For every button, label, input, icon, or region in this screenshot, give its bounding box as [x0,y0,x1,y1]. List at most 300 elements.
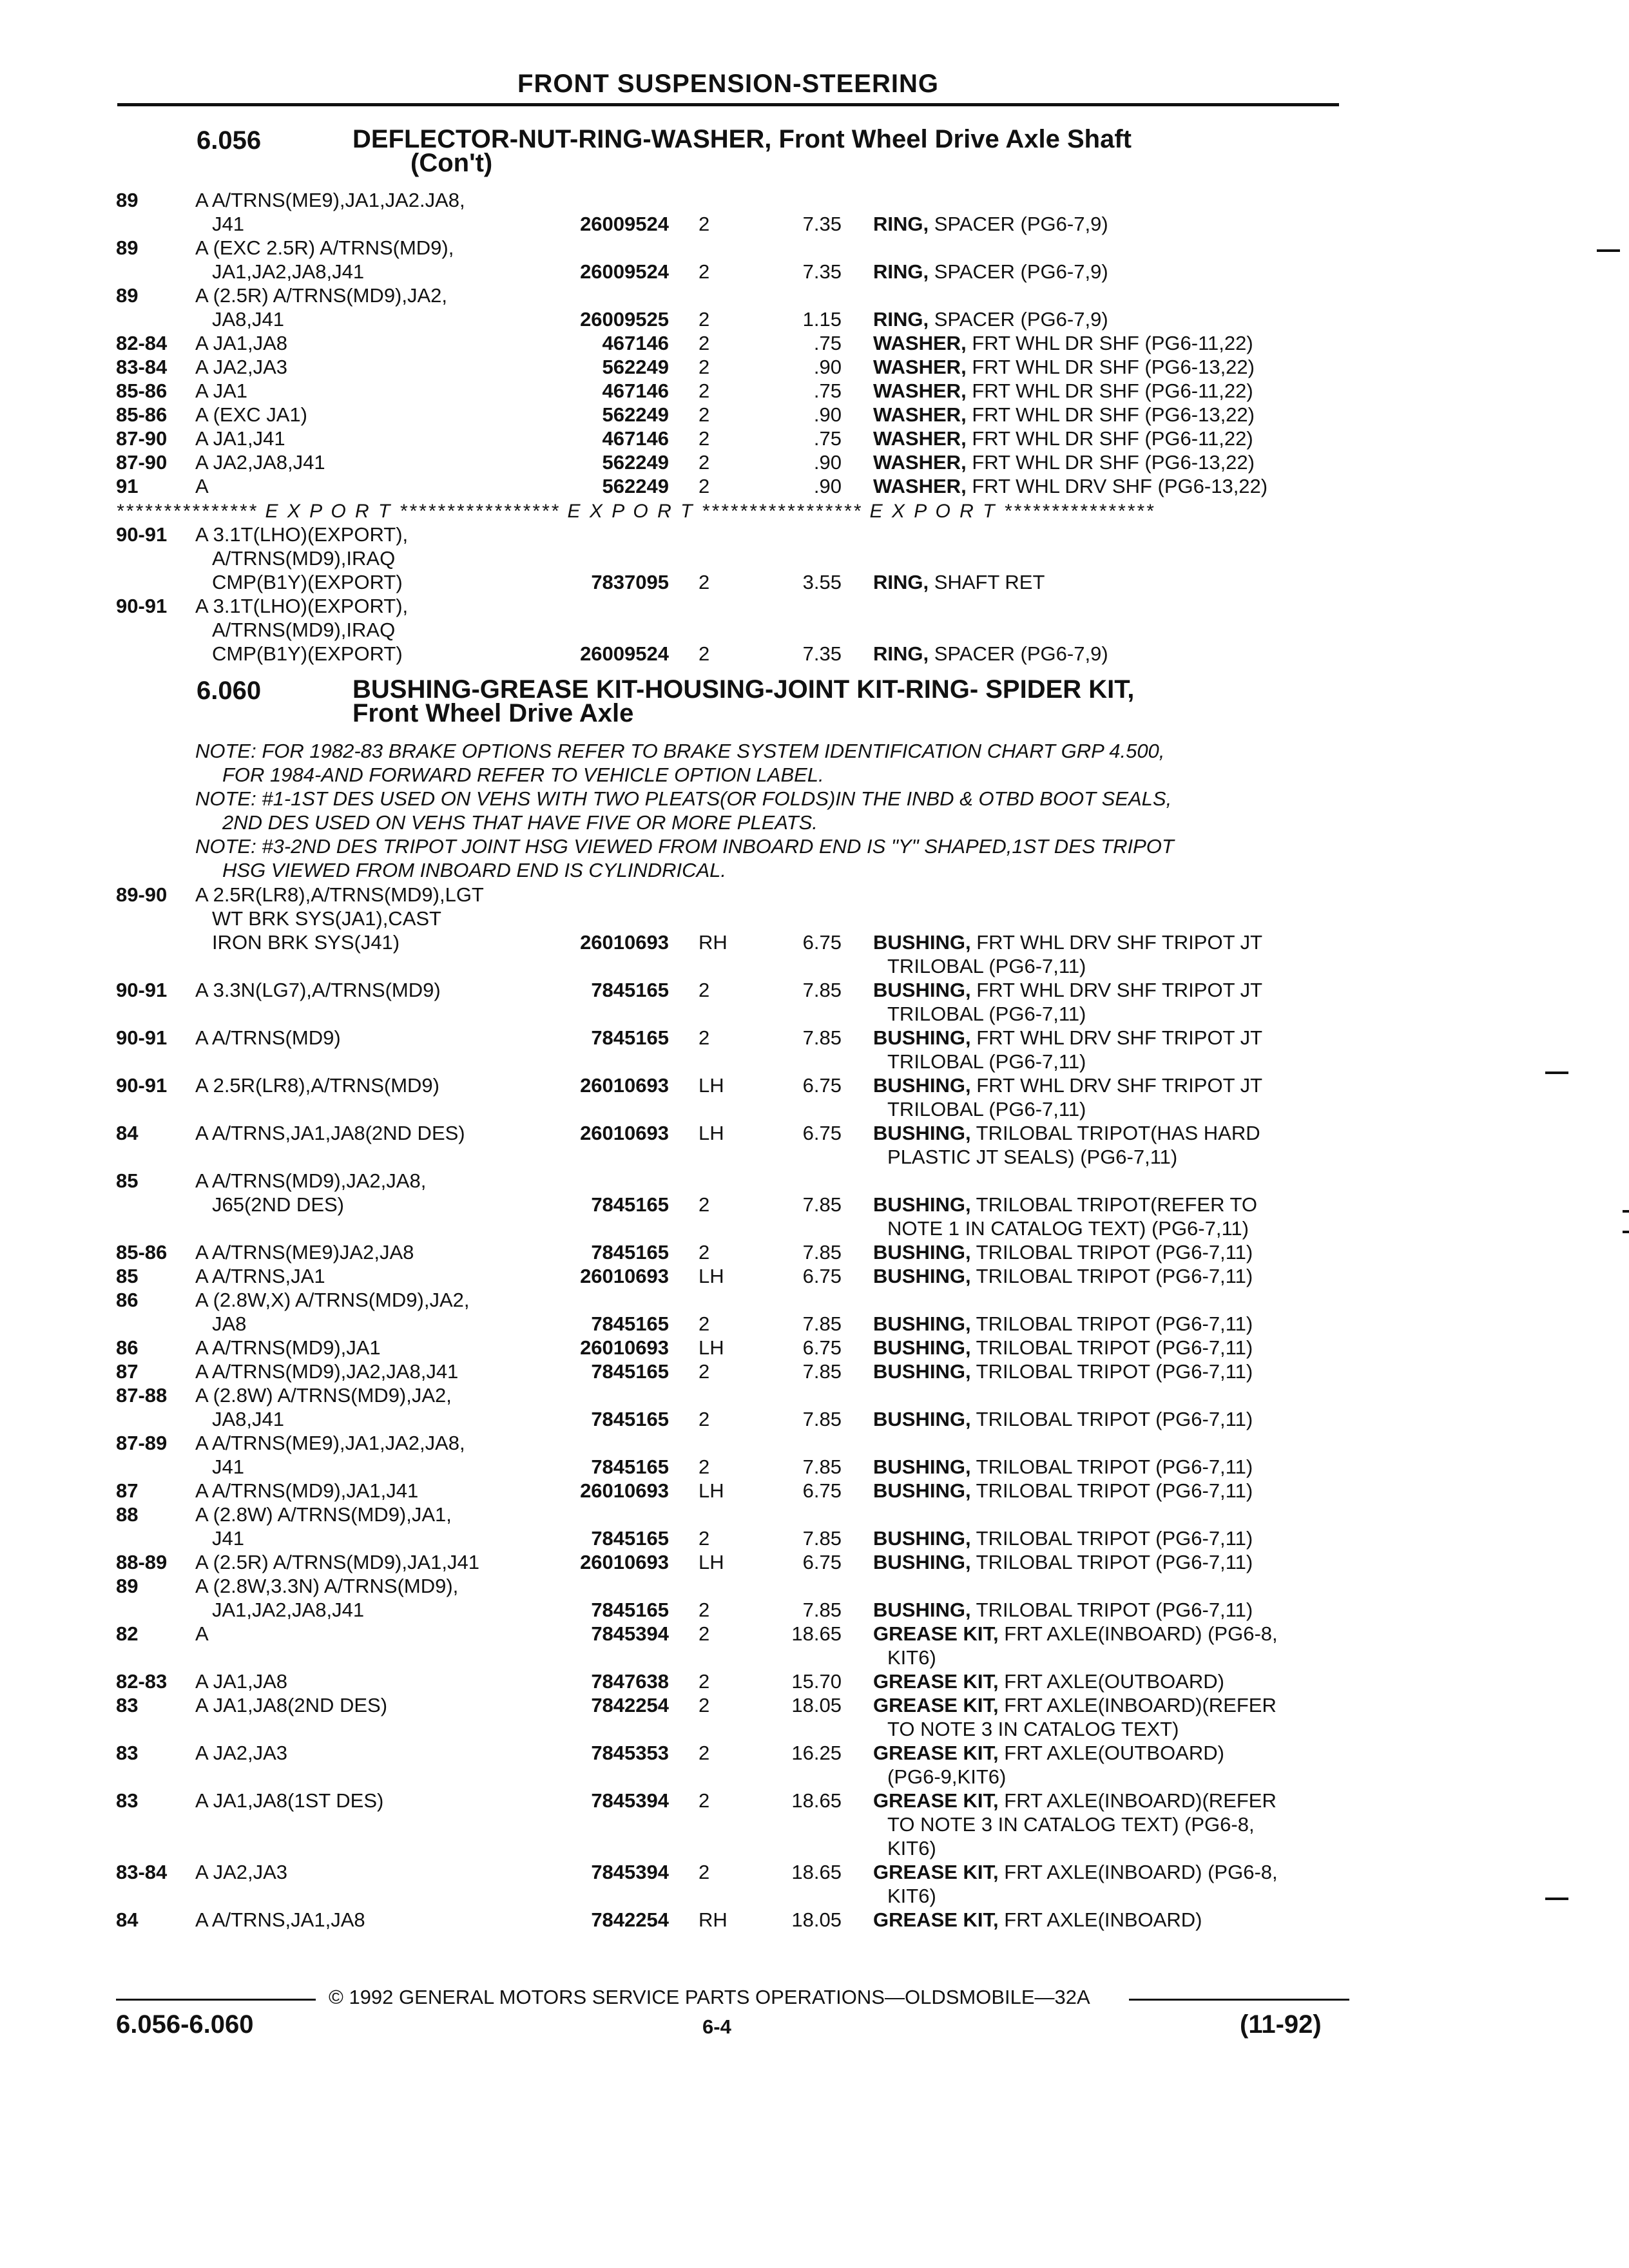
usage-line: A A/TRNS(MD9),JA1 [195,1336,381,1359]
price: 15.70 [791,1670,842,1693]
table-row [0,1121,1629,1169]
model-years: 87 [116,1360,139,1383]
description-keyword: BUSHING, [873,931,971,954]
description [873,379,1253,403]
model-years: 84 [116,1908,139,1931]
price: .90 [813,403,842,426]
price: 18.65 [791,1861,842,1883]
quantity: 2 [699,571,710,593]
description-keyword: BUSHING, [873,1193,971,1216]
usage-line: A/TRNS(MD9),IRAQ [212,547,396,570]
usage-line: A JA1,JA8 [195,1670,288,1693]
description-line [873,1526,1253,1550]
quantity: 2 [699,1599,710,1621]
footer-page-number: 6-4 [702,2015,731,2038]
description-text: TRILOBAL TRIPOT(HAS HARD [976,1122,1260,1144]
price: 7.85 [802,1241,842,1264]
note-line: FOR 1984-AND FORWARD REFER TO VEHICLE OPTION LABEL. [222,764,824,786]
description-text: FRT WHL DR SHF (PG6-13,22) [972,451,1255,474]
table-row [0,978,1629,1026]
table-row [0,1503,1629,1550]
quantity: 2 [699,1408,710,1430]
quantity: 2 [699,356,710,378]
usage-line: A A/TRNS(ME9)JA2,JA8 [195,1241,414,1264]
usage-line: A 3.1T(LHO)(EXPORT), [195,523,409,546]
quantity: RH [699,1908,728,1931]
description-line [873,1336,1253,1360]
part-number: 562249 [602,451,669,474]
description-text: FRT WHL DR SHF (PG6-11,22) [972,332,1253,354]
part-number: 7845165 [591,1527,669,1550]
description-text: FRT WHL DR SHF (PG6-11,22) [972,427,1253,450]
quantity: 2 [699,1193,710,1216]
description-keyword: GREASE KIT, [873,1789,999,1812]
part-number: 7847638 [591,1670,669,1693]
usage-line: A A/TRNS(MD9),JA2,JA8,J41 [195,1360,459,1383]
usage-text [195,1073,439,1097]
description [873,331,1253,355]
quantity: 2 [699,380,710,402]
quantity: 2 [699,1622,710,1645]
description-line: NOTE 1 IN CATALOG TEXT) (PG6-7,11) [887,1217,1249,1240]
description-line [873,1479,1253,1503]
description-keyword: RING, [873,571,929,593]
usage-text [195,284,447,331]
description-line [873,1121,1260,1145]
quantity: 2 [699,451,710,474]
section-title [352,675,1351,727]
usage-line: A A/TRNS,JA1 [195,1265,325,1287]
description [873,1550,1253,1574]
description-text: FRT WHL DRV SHF TRIPOT JT [976,931,1263,954]
note-line: NOTE: #3-2ND DES TRIPOT JOINT HSG VIEWED FROM INBOARD END IS "Y" SHAPED,1ST DES TRIPOT [195,835,1174,858]
part-number: 7845165 [591,1026,669,1049]
description-text: TRILOBAL TRIPOT(REFER TO [976,1193,1258,1216]
description [873,1026,1262,1073]
price: 6.75 [802,1122,842,1144]
description-text: TRILOBAL TRIPOT (PG6-7,11) [976,1408,1253,1430]
model-years: 87-90 [116,451,168,474]
description-text: FRT WHL DR SHF (PG6-11,22) [972,380,1253,402]
description-text: TRILOBAL TRIPOT (PG6-7,11) [976,1551,1253,1573]
usage-text [195,1121,465,1145]
description-keyword: BUSHING, [873,1599,971,1621]
description [873,260,1108,284]
usage-text [195,1622,209,1646]
model-years: 83 [116,1694,139,1716]
price: 1.15 [802,308,842,331]
model-years: 89-90 [116,883,168,906]
usage-line: A JA2,JA3 [195,1742,288,1764]
description-line: TO NOTE 3 IN CATALOG TEXT) (PG6-8, [887,1813,1255,1836]
description-keyword: BUSHING, [873,1265,971,1287]
description-line: TO NOTE 3 IN CATALOG TEXT) [887,1718,1179,1740]
section-number: 6.060 [197,677,262,705]
description-keyword: GREASE KIT, [873,1694,999,1716]
model-years: 89 [116,236,139,259]
usage-text [195,236,454,284]
section-number: 6.056 [197,126,262,155]
usage-text [195,427,285,450]
usage-line: A/TRNS(MD9),IRAQ [212,619,396,641]
section-title-line2: (Con't) [410,149,493,177]
quantity: 2 [699,1670,710,1693]
part-number: 7837095 [591,571,669,593]
table-row [0,331,1629,355]
description-line [873,403,1255,427]
table-row [0,1360,1629,1383]
quantity: 2 [699,1789,710,1812]
table-row [0,1383,1629,1431]
usage-line: A JA1 [195,380,247,402]
description [873,1360,1253,1383]
usage-line: J41 [212,1527,244,1550]
table-row [0,523,1629,594]
description [873,1073,1262,1121]
table-row [0,1336,1629,1360]
price: 6.75 [802,931,842,954]
note-line: NOTE: FOR 1982-83 BRAKE OPTIONS REFER TO BRAKE SYSTEM IDENTIFICATION CHART GRP 4.500, [195,740,1165,762]
description [873,642,1108,666]
description-text: FRT AXLE(INBOARD) [1004,1908,1202,1931]
table-row [0,403,1629,427]
section-title-line1: BUSHING-GREASE KIT-HOUSING-JOINT KIT-RING- SPIDER KIT, [352,675,1135,704]
usage-line: A 3.3N(LG7),A/TRNS(MD9) [195,979,441,1001]
description-text: SPACER (PG6-7,9) [934,213,1108,235]
usage-text [195,1860,287,1884]
description-line: KIT6) [887,1646,936,1669]
part-number: 467146 [602,380,669,402]
footer-section-range: 6.056-6.060 [116,2010,254,2039]
description-line [873,212,1108,236]
description [873,1789,1277,1860]
description-line [873,1669,1224,1693]
description-line [873,1193,1257,1216]
table-row [0,1693,1629,1741]
description-text: TRILOBAL TRIPOT (PG6-7,11) [976,1241,1253,1264]
page-header-title: FRONT SUSPENSION-STEERING [517,70,939,98]
description-text: SPACER (PG6-7,9) [934,642,1108,665]
description-keyword: GREASE KIT, [873,1861,999,1883]
quantity: RH [699,931,728,954]
description-line: PLASTIC JT SEALS) (PG6-7,11) [887,1146,1178,1168]
usage-line: JA8,J41 [212,308,285,331]
model-years: 85 [116,1169,139,1192]
price: 7.85 [802,1599,842,1621]
model-years: 87-88 [116,1384,168,1407]
description-line: TRILOBAL (PG6-7,11) [887,955,1086,977]
usage-line: A (2.8W,X) A/TRNS(MD9),JA2, [195,1289,470,1311]
table-row [0,427,1629,450]
usage-text [195,1026,341,1050]
part-number: 7845165 [591,979,669,1001]
usage-text [195,1741,287,1765]
usage-line: JA1,JA2,JA8,J41 [212,260,365,283]
table-row [0,450,1629,474]
description-line [873,1741,1224,1765]
part-number: 467146 [602,332,669,354]
part-number: 7845165 [591,1360,669,1383]
price: .75 [813,427,842,450]
description-text: FRT AXLE(INBOARD)(REFER [1004,1789,1277,1812]
description-line [873,1264,1253,1288]
usage-line: A A/TRNS(ME9),JA1,JA2.JA8, [195,189,465,211]
table-row [0,883,1629,977]
description [873,978,1262,1026]
table-row [0,1288,1629,1336]
usage-line: WT BRK SYS(JA1),CAST [212,907,441,930]
margin-mark [1545,1898,1568,1900]
usage-line: A JA1,JA8(2ND DES) [195,1694,388,1716]
model-years: 87-90 [116,427,168,450]
description-keyword: WASHER, [873,403,967,426]
description-keyword: BUSHING, [873,1241,971,1264]
description [873,427,1253,450]
description-line: KIT6) [887,1885,936,1907]
quantity: 2 [699,213,710,235]
part-number: 562249 [602,475,669,497]
model-years: 82-83 [116,1670,168,1693]
description [873,1860,1278,1908]
usage-text [195,1336,381,1360]
price: 7.85 [802,1193,842,1216]
description [873,403,1255,427]
description-line [873,1908,1202,1932]
model-years: 83-84 [116,356,168,378]
description-keyword: BUSHING, [873,1479,971,1502]
description [873,307,1108,331]
part-number: 26010693 [580,1551,669,1573]
model-years: 89 [116,284,139,307]
usage-text [195,883,484,954]
description [873,1407,1253,1431]
usage-text [195,403,307,427]
description-line [873,1860,1278,1884]
table-row [0,1431,1629,1479]
description-line [873,930,1262,954]
description-line [873,1550,1253,1574]
usage-text [195,1789,383,1812]
description-line [873,1455,1253,1479]
description-line: KIT6) [887,1837,936,1860]
price: .90 [813,475,842,497]
usage-line: J41 [212,1456,244,1478]
usage-text [195,1550,479,1574]
note-line: HSG VIEWED FROM INBOARD END IS CYLINDRICAL. [222,859,726,881]
model-years: 87 [116,1479,139,1502]
description-text: SPACER (PG6-7,9) [934,260,1108,283]
description [873,1336,1253,1360]
margin-mark [1623,1210,1629,1213]
description-keyword: RING, [873,260,929,283]
part-number: 7845394 [591,1789,669,1812]
description-text: FRT WHL DRV SHF (PG6-13,22) [972,475,1268,497]
description-text: FRT AXLE(INBOARD) (PG6-8, [1004,1622,1278,1645]
part-number: 7845165 [591,1599,669,1621]
model-years: 90-91 [116,1074,168,1097]
description-line [873,427,1253,450]
price: 7.85 [802,1456,842,1478]
price: 7.35 [802,642,842,665]
description-line: TRILOBAL (PG6-7,11) [887,1098,1086,1120]
description-keyword: RING, [873,308,929,331]
price: 18.05 [791,1694,842,1716]
usage-text [195,1908,365,1932]
price: .90 [813,356,842,378]
quantity: 2 [699,1742,710,1764]
part-number: 7845165 [591,1312,669,1335]
description-keyword: BUSHING, [873,1336,971,1359]
margin-mark [1623,1231,1629,1233]
margin-mark [1545,1072,1568,1074]
part-number: 26010693 [580,1122,669,1144]
table-row [0,1073,1629,1121]
usage-line: J65(2ND DES) [212,1193,344,1216]
table-row [0,355,1629,379]
description-line [873,1789,1277,1812]
part-number: 26009525 [580,308,669,331]
description-text: FRT AXLE(OUTBOARD) [1004,1742,1224,1764]
price: 7.85 [802,979,842,1001]
model-years: 83 [116,1742,139,1764]
price: 7.35 [802,213,842,235]
description [873,1622,1278,1669]
description-line [873,1360,1253,1383]
table-row [0,236,1629,284]
usage-text [195,1669,287,1693]
description-line [873,331,1253,355]
table-row [0,594,1629,666]
description-text: TRILOBAL TRIPOT (PG6-7,11) [976,1265,1253,1287]
note-line: 2ND DES USED ON VEHS THAT HAVE FIVE OR MORE PLEATS. [222,811,818,834]
usage-line: A A/TRNS,JA1,JA8(2ND DES) [195,1122,465,1144]
usage-text [195,331,287,355]
usage-text [195,1264,325,1288]
usage-line: J41 [212,213,244,235]
description-text: FRT WHL DRV SHF TRIPOT JT [976,1074,1263,1097]
description-text: FRT AXLE(INBOARD) (PG6-8, [1004,1861,1278,1883]
usage-text [195,474,209,498]
usage-line: A JA1,J41 [195,427,285,450]
price: 3.55 [802,571,842,593]
model-years: 85-86 [116,403,168,426]
description [873,1669,1224,1693]
usage-line: A JA2,JA3 [195,1861,288,1883]
model-years: 85 [116,1265,139,1287]
description-line [873,1240,1253,1264]
usage-line: CMP(B1Y)(EXPORT) [212,642,403,665]
part-number: 7845353 [591,1742,669,1764]
price: 6.75 [802,1074,842,1097]
quantity: 2 [699,1456,710,1478]
model-years: 90-91 [116,523,168,546]
description-text: TRILOBAL TRIPOT (PG6-7,11) [976,1456,1253,1478]
price: .90 [813,451,842,474]
quantity: 2 [699,332,710,354]
description-line [873,1026,1262,1050]
usage-text [195,450,325,474]
model-years: 82-84 [116,332,168,354]
usage-line: A (2.8W) A/TRNS(MD9),JA2, [195,1384,452,1407]
price: 18.65 [791,1789,842,1812]
model-years: 83 [116,1789,139,1812]
description-keyword: GREASE KIT, [873,1742,999,1764]
model-years: 90-91 [116,979,168,1001]
price: 7.35 [802,260,842,283]
description [873,1598,1253,1622]
price: .75 [813,380,842,402]
model-years: 86 [116,1336,139,1359]
table-row [0,474,1629,498]
part-number: 26010693 [580,1479,669,1502]
usage-text [195,1360,458,1383]
part-number: 7842254 [591,1694,669,1716]
model-years: 89 [116,1575,139,1597]
price: 18.65 [791,1622,842,1645]
usage-text [195,523,408,594]
usage-text [195,978,441,1002]
section-title-line2: Front Wheel Drive Axle [352,699,634,727]
usage-line: CMP(B1Y)(EXPORT) [212,571,403,593]
usage-text [195,1479,418,1503]
description [873,212,1108,236]
table-row [0,1264,1629,1288]
footer-date: (11-92) [1240,2010,1322,2039]
description-line [873,978,1262,1002]
header-rule [117,103,1339,106]
description-line [873,379,1253,403]
description-line [873,450,1255,474]
description-keyword: WASHER, [873,451,967,474]
model-years: 85-86 [116,380,168,402]
quantity: 2 [699,427,710,450]
description [873,474,1268,498]
model-years: 88-89 [116,1551,168,1573]
part-number: 26009524 [580,213,669,235]
description [873,355,1255,379]
note-line: NOTE: #1-1ST DES USED ON VEHS WITH TWO PLEATS(OR FOLDS)IN THE INBD & OTBD BOOT SEALS, [195,787,1172,810]
description-line [873,1407,1253,1431]
usage-line: JA1,JA2,JA8,J41 [212,1599,365,1621]
price: 7.85 [802,1312,842,1335]
price: .75 [813,332,842,354]
usage-line: A 3.1T(LHO)(EXPORT), [195,595,409,617]
part-number: 26009524 [580,642,669,665]
quantity: 2 [699,260,710,283]
model-years: 86 [116,1289,139,1311]
description-text: FRT WHL DR SHF (PG6-13,22) [972,356,1255,378]
description [873,1240,1253,1264]
description [873,1455,1253,1479]
usage-line: JA8,J41 [212,1408,285,1430]
description-keyword: BUSHING, [873,1551,971,1573]
description-keyword: BUSHING, [873,1074,971,1097]
description-line [873,1073,1262,1097]
usage-text [195,1288,469,1336]
usage-line: A A/TRNS(MD9),JA1,J41 [195,1479,419,1502]
description-text: SPACER (PG6-7,9) [934,308,1108,331]
usage-line: A (EXC JA1) [195,403,307,426]
description-text: SHAFT RET [934,571,1045,593]
part-number: 7845165 [591,1408,669,1430]
description-keyword: RING, [873,213,929,235]
description-line [873,260,1108,284]
description-keyword: GREASE KIT, [873,1908,999,1931]
description [873,450,1255,474]
usage-line: A (2.5R) A/TRNS(MD9),JA2, [195,284,448,307]
part-number: 7845165 [591,1241,669,1264]
usage-text [195,1574,458,1622]
